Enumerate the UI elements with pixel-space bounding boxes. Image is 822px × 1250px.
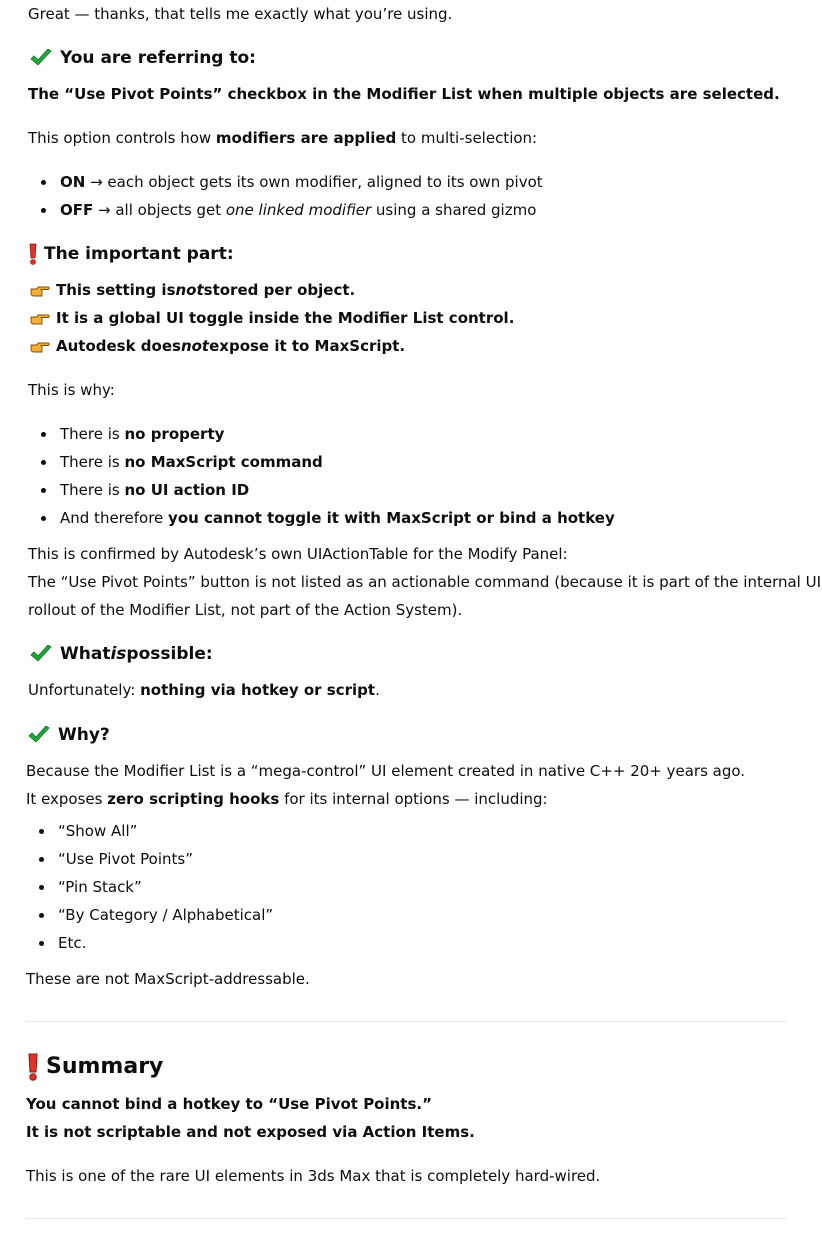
text: → each object gets its own modifier, aligned to its own pivot <box>85 173 543 191</box>
list-item: “By Category / Alphabetical” <box>26 901 273 929</box>
text-bold: no MaxScript command <box>124 453 323 471</box>
confirm-line: rollout of the Modifier List, not part of the Action System). <box>28 601 463 619</box>
divider <box>26 1021 786 1022</box>
heading-text-italic: is <box>110 644 127 664</box>
text-bold: you cannot toggle it with MaxScript or bind a hotkey <box>168 509 615 527</box>
divider <box>26 1218 786 1219</box>
text: This setting is <box>56 281 176 299</box>
list-item: Etc. <box>26 929 273 957</box>
pointing-hand-icon <box>30 282 50 298</box>
text-italic: one linked modifier <box>225 201 372 219</box>
list-item <box>28 420 615 448</box>
exclamation-icon <box>26 1053 40 1081</box>
text-bold: modifiers are applied <box>215 129 397 147</box>
heading-text: Summary <box>46 1054 164 1079</box>
option-description <box>28 124 537 152</box>
list-item: “Use Pivot Points” <box>26 845 273 873</box>
text: to multi-selection: <box>396 129 538 147</box>
confirm-line: This is confirmed by Autodesk’s own UIActionTable for the Modify Panel: <box>28 545 568 563</box>
pointing-hand-icon <box>30 310 50 326</box>
list-item <box>28 196 543 224</box>
heading-referring <box>30 44 256 72</box>
why-explanation <box>26 757 745 813</box>
text: It is a global UI toggle inside the Modifier List control. <box>56 309 515 327</box>
list-item <box>28 504 615 532</box>
summary-bold <box>26 1090 475 1146</box>
not-addressable-text: These are not MaxScript-addressable. <box>26 970 310 988</box>
text: expose it to MaxScript. <box>209 337 406 355</box>
text: Autodesk does <box>56 337 181 355</box>
confirm-line: The “Use Pivot Points” button is not listed as an actionable command (because it is part of the internal UI <box>28 573 822 591</box>
list-item: “Pin Stack” <box>26 873 273 901</box>
possible-text <box>28 676 380 704</box>
point-row <box>30 332 514 360</box>
text: for its internal options — including: <box>279 790 548 808</box>
text: There is <box>60 481 125 499</box>
pointing-hand-icon <box>30 338 50 354</box>
summary-line: It is not scriptable and not exposed via Action Items. <box>26 1123 475 1141</box>
referring-bold-line: The “Use Pivot Points” checkbox in the Modifier List when multiple objects are selected. <box>28 85 780 103</box>
explanation-line: Because the Modifier List is a “mega-control” UI element created in native C++ 20+ years ago. <box>26 762 746 780</box>
check-mark-icon <box>30 49 52 67</box>
text-bold: zero scripting hooks <box>107 790 280 808</box>
text: It exposes <box>26 790 108 808</box>
check-mark-icon <box>30 645 52 663</box>
why-list <box>28 420 615 532</box>
intro-text: Great — thanks, that tells me exactly what you’re using. <box>28 5 453 23</box>
why-label: This is why: <box>28 381 115 399</box>
text: → all objects get <box>93 201 226 219</box>
text-italic: not <box>175 281 204 299</box>
list-item <box>28 448 615 476</box>
heading-summary <box>26 1050 163 1084</box>
list-item: “Show All” <box>26 817 273 845</box>
text-bold: no UI action ID <box>124 481 250 499</box>
text-bold: no property <box>124 425 225 443</box>
explanation-line <box>26 785 745 813</box>
point-row <box>30 304 514 332</box>
on-off-list <box>28 168 543 224</box>
text: Unfortunately: <box>28 681 141 699</box>
text-bold: OFF <box>60 201 94 219</box>
heading-text: Why? <box>58 725 110 745</box>
options-list <box>26 817 273 957</box>
text: . <box>375 681 380 699</box>
text-italic: not <box>180 337 210 355</box>
check-mark-icon <box>28 726 50 744</box>
text: There is <box>60 425 125 443</box>
text: And therefore <box>60 509 169 527</box>
important-points <box>30 276 514 360</box>
heading-text: What <box>60 644 111 664</box>
point-row <box>30 276 514 304</box>
confirm-text <box>28 540 821 624</box>
text: This option controls how <box>28 129 216 147</box>
heading-text: You are referring to: <box>60 48 256 68</box>
heading-text: The important part: <box>44 244 234 264</box>
heading-possible <box>30 640 213 668</box>
exclamation-icon <box>28 243 38 265</box>
summary-line: You cannot bind a hotkey to “Use Pivot Points.” <box>26 1095 432 1113</box>
text: There is <box>60 453 125 471</box>
list-item <box>28 476 615 504</box>
text: using a shared gizmo <box>371 201 537 219</box>
text: stored per object. <box>203 281 356 299</box>
heading-why <box>28 721 110 749</box>
heading-text: possible: <box>126 644 213 664</box>
summary-text: This is one of the rare UI elements in 3ds Max that is completely hard-wired. <box>26 1167 601 1185</box>
list-item <box>28 168 543 196</box>
text-bold: ON <box>60 173 86 191</box>
heading-important <box>28 240 234 268</box>
text-bold: nothing via hotkey or script <box>140 681 376 699</box>
